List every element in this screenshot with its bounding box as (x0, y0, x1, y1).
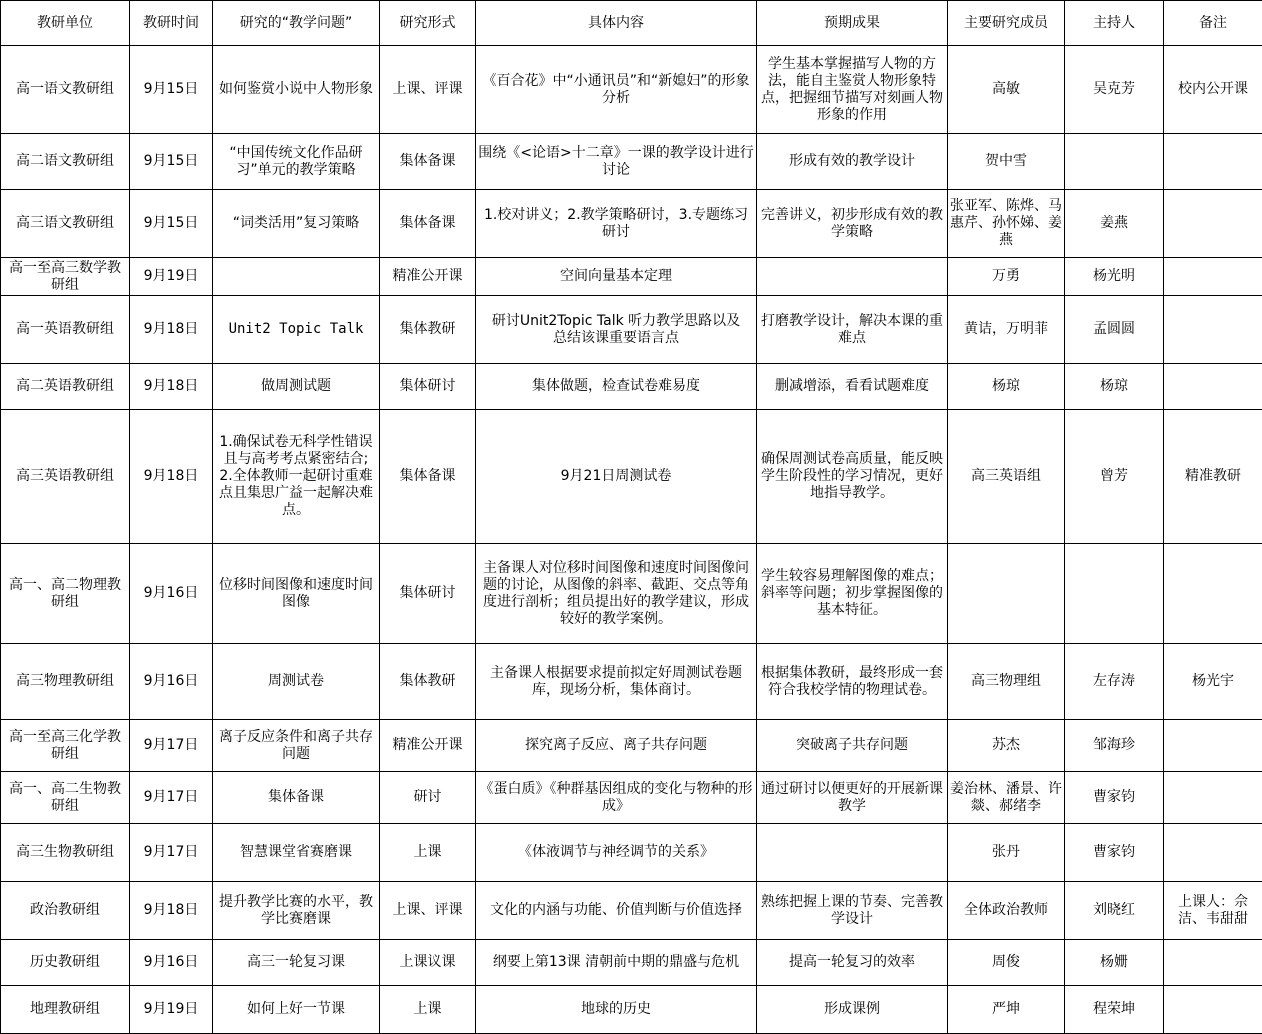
cell-outcome: 通过研讨以便更好的开展新课教学 (757, 772, 948, 824)
cell-date: 9月18日 (130, 410, 213, 544)
cell-date: 9月18日 (130, 364, 213, 410)
table-row (1, 772, 1262, 824)
cell-unit: 高一、高二物理教研组 (1, 544, 130, 644)
cell-outcome: 形成有效的教学设计 (757, 134, 948, 190)
cell-outcome (757, 824, 948, 882)
header-problem: 研究的“教学问题” (213, 1, 380, 46)
cell-format: 上课 (380, 986, 476, 1034)
cell-format: 集体备课 (380, 190, 476, 258)
cell-problem: 提升教学比赛的水平，教学比赛磨课 (213, 882, 380, 940)
table-row (1, 134, 1262, 190)
cell-format: 上课、评课 (380, 46, 476, 134)
table-row (1, 410, 1262, 544)
cell-outcome: 形成课例 (757, 986, 948, 1034)
cell-content: 集体做题，检查试卷难易度 (476, 364, 757, 410)
cell-notes (1164, 824, 1262, 882)
cell-host: 杨姗 (1065, 940, 1164, 986)
cell-notes (1164, 296, 1262, 364)
cell-unit: 高二语文教研组 (1, 134, 130, 190)
cell-date: 9月19日 (130, 258, 213, 296)
cell-outcome: 根据集体教研，最终形成一套符合我校学情的物理试卷。 (757, 644, 948, 720)
cell-notes: 校内公开课 (1164, 46, 1262, 134)
cell-date: 9月17日 (130, 824, 213, 882)
cell-problem (213, 258, 380, 296)
cell-problem: 高三一轮复习课 (213, 940, 380, 986)
table-row (1, 258, 1262, 296)
header-row (1, 1, 1262, 46)
cell-format: 上课 (380, 824, 476, 882)
cell-notes: 精准教研 (1164, 410, 1262, 544)
table-row (1, 364, 1262, 410)
cell-host: 曾芳 (1065, 410, 1164, 544)
cell-content: 地球的历史 (476, 986, 757, 1034)
header-members: 主要研究成员 (948, 1, 1065, 46)
cell-members: 高敏 (948, 46, 1065, 134)
cell-unit: 高三生物教研组 (1, 824, 130, 882)
table-row (1, 986, 1262, 1034)
cell-host: 邹海珍 (1065, 720, 1164, 772)
cell-content: 主备课人根据要求提前拟定好周测试卷题库，现场分析，集体商讨。 (476, 644, 757, 720)
cell-format: 上课、评课 (380, 882, 476, 940)
cell-unit: 高一、高二生物教研组 (1, 772, 130, 824)
cell-date: 9月15日 (130, 190, 213, 258)
header-notes: 备注 (1164, 1, 1262, 46)
cell-notes (1164, 258, 1262, 296)
cell-format: 集体研讨 (380, 544, 476, 644)
cell-host: 刘晓红 (1065, 882, 1164, 940)
table-row (1, 46, 1262, 134)
cell-notes (1164, 544, 1262, 644)
cell-format: 精准公开课 (380, 720, 476, 772)
table-row (1, 882, 1262, 940)
cell-outcome: 学生基本掌握描写人物的方法，能自主鉴赏人物形象特点，把握细节描写对刻画人物形象的作用 (757, 46, 948, 134)
cell-host: 姜燕 (1065, 190, 1164, 258)
cell-members: 贺中雪 (948, 134, 1065, 190)
cell-unit: 高一至高三数学教研组 (1, 258, 130, 296)
cell-problem: 集体备课 (213, 772, 380, 824)
cell-content: 主备课人对位移时间图像和速度时间图像问题的讨论，从图像的斜率、截距、交点等角度进行剖析；组员提出好的教学建议，形成较好的教学案例。 (476, 544, 757, 644)
cell-notes (1164, 772, 1262, 824)
cell-problem: 智慧课堂省赛磨课 (213, 824, 380, 882)
cell-host: 吴克芳 (1065, 46, 1164, 134)
cell-content: 研讨Unit2Topic Talk 听力教学思路以及 总结该课重要语言点 (476, 296, 757, 364)
cell-date: 9月15日 (130, 134, 213, 190)
cell-unit: 历史教研组 (1, 940, 130, 986)
cell-format: 集体教研 (380, 296, 476, 364)
cell-members (948, 544, 1065, 644)
cell-content: 探究离子反应、离子共存问题 (476, 720, 757, 772)
header-unit: 教研单位 (1, 1, 130, 46)
cell-host: 杨光明 (1065, 258, 1164, 296)
cell-members: 高三英语组 (948, 410, 1065, 544)
cell-date: 9月19日 (130, 986, 213, 1034)
cell-notes (1164, 986, 1262, 1034)
table-row (1, 824, 1262, 882)
cell-date: 9月16日 (130, 544, 213, 644)
cell-members: 高三物理组 (948, 644, 1065, 720)
cell-outcome: 突破离子共存问题 (757, 720, 948, 772)
cell-host (1065, 544, 1164, 644)
header-host: 主持人 (1065, 1, 1164, 46)
cell-date: 9月17日 (130, 720, 213, 772)
cell-content: 9月21日周测试卷 (476, 410, 757, 544)
cell-notes (1164, 134, 1262, 190)
cell-content: 文化的内涵与功能、价值判断与价值选择 (476, 882, 757, 940)
cell-notes (1164, 720, 1262, 772)
cell-host: 孟圆圆 (1065, 296, 1164, 364)
cell-members: 周俊 (948, 940, 1065, 986)
cell-content: 《百合花》中“小通讯员”和“新媳妇”的形象分析 (476, 46, 757, 134)
cell-unit: 高一语文教研组 (1, 46, 130, 134)
table-row (1, 296, 1262, 364)
cell-notes: 上课人：佘洁、韦甜甜 (1164, 882, 1262, 940)
cell-format: 集体备课 (380, 134, 476, 190)
cell-problem: 周测试卷 (213, 644, 380, 720)
cell-members: 万勇 (948, 258, 1065, 296)
table-row (1, 190, 1262, 258)
cell-host: 曹家钧 (1065, 772, 1164, 824)
cell-format: 研讨 (380, 772, 476, 824)
cell-host (1065, 134, 1164, 190)
cell-unit: 高三语文教研组 (1, 190, 130, 258)
cell-format: 集体研讨 (380, 364, 476, 410)
cell-problem: 1.确保试卷无科学性错误且与高考考点紧密结合; 2.全体教师一起研讨重难点且集思广益一起解决难点。 (213, 410, 380, 544)
cell-content: 纲要上第13课 清朝前中期的鼎盛与危机 (476, 940, 757, 986)
cell-outcome: 完善讲义，初步形成有效的教学策略 (757, 190, 948, 258)
header-date: 教研时间 (130, 1, 213, 46)
cell-date: 9月16日 (130, 940, 213, 986)
cell-content: 围绕《<论语>十二章》一课的教学设计进行讨论 (476, 134, 757, 190)
cell-unit: 政治教研组 (1, 882, 130, 940)
cell-unit: 高一英语教研组 (1, 296, 130, 364)
cell-notes: 杨光宇 (1164, 644, 1262, 720)
cell-problem: 位移时间图像和速度时间图像 (213, 544, 380, 644)
cell-problem: 如何鉴赏小说中人物形象 (213, 46, 380, 134)
cell-content: 《体液调节与神经调节的关系》 (476, 824, 757, 882)
cell-unit: 高二英语教研组 (1, 364, 130, 410)
cell-members: 全体政治教师 (948, 882, 1065, 940)
cell-members: 黄诘，万明菲 (948, 296, 1065, 364)
cell-outcome: 学生较容易理解图像的难点；斜率等问题；初步掌握图像的基本特征。 (757, 544, 948, 644)
cell-format: 集体备课 (380, 410, 476, 544)
table-row (1, 720, 1262, 772)
cell-outcome (757, 258, 948, 296)
cell-members: 严坤 (948, 986, 1065, 1034)
cell-date: 9月15日 (130, 46, 213, 134)
cell-date: 9月18日 (130, 882, 213, 940)
cell-members: 张丹 (948, 824, 1065, 882)
header-outcome: 预期成果 (757, 1, 948, 46)
cell-notes (1164, 364, 1262, 410)
cell-notes (1164, 190, 1262, 258)
cell-format: 集体教研 (380, 644, 476, 720)
cell-members: 姜治林、潘景、许燚、郝绪李 (948, 772, 1065, 824)
cell-content: 1.校对讲义；2.教学策略研讨，3.专题练习研讨 (476, 190, 757, 258)
cell-format: 上课议课 (380, 940, 476, 986)
cell-host: 左存涛 (1065, 644, 1164, 720)
cell-host: 杨琼 (1065, 364, 1164, 410)
cell-unit: 地理教研组 (1, 986, 130, 1034)
cell-unit: 高三物理教研组 (1, 644, 130, 720)
table-row (1, 544, 1262, 644)
cell-host: 程荣坤 (1065, 986, 1164, 1034)
cell-members: 杨琼 (948, 364, 1065, 410)
cell-problem: Unit2 Topic Talk (213, 296, 380, 364)
header-content: 具体内容 (476, 1, 757, 46)
cell-outcome: 打磨教学设计，解决本课的重难点 (757, 296, 948, 364)
cell-problem: 如何上好一节课 (213, 986, 380, 1034)
cell-unit: 高一至高三化学教研组 (1, 720, 130, 772)
cell-notes (1164, 940, 1262, 986)
cell-date: 9月17日 (130, 772, 213, 824)
cell-outcome: 提高一轮复习的效率 (757, 940, 948, 986)
cell-date: 9月18日 (130, 296, 213, 364)
cell-content: 空间向量基本定理 (476, 258, 757, 296)
cell-problem: 离子反应条件和离子共存问题 (213, 720, 380, 772)
table-row (1, 644, 1262, 720)
table-row (1, 940, 1262, 986)
cell-outcome: 删减增添，看看试题难度 (757, 364, 948, 410)
cell-problem: “中国传统文化作品研习”单元的教学策略 (213, 134, 380, 190)
cell-format: 精准公开课 (380, 258, 476, 296)
cell-date: 9月16日 (130, 644, 213, 720)
cell-outcome: 确保周测试卷高质量，能反映学生阶段性的学习情况，更好地指导教学。 (757, 410, 948, 544)
cell-outcome: 熟练把握上课的节奏、完善教学设计 (757, 882, 948, 940)
header-format: 研究形式 (380, 1, 476, 46)
cell-members: 张亚军、陈烨、马惠芹、孙怀娣、姜燕 (948, 190, 1065, 258)
cell-problem: 做周测试题 (213, 364, 380, 410)
cell-members: 苏杰 (948, 720, 1065, 772)
cell-content: 《蛋白质》《种群基因组成的变化与物种的形成》 (476, 772, 757, 824)
cell-host: 曹家钧 (1065, 824, 1164, 882)
cell-unit: 高三英语教研组 (1, 410, 130, 544)
cell-problem: “词类活用”复习策略 (213, 190, 380, 258)
